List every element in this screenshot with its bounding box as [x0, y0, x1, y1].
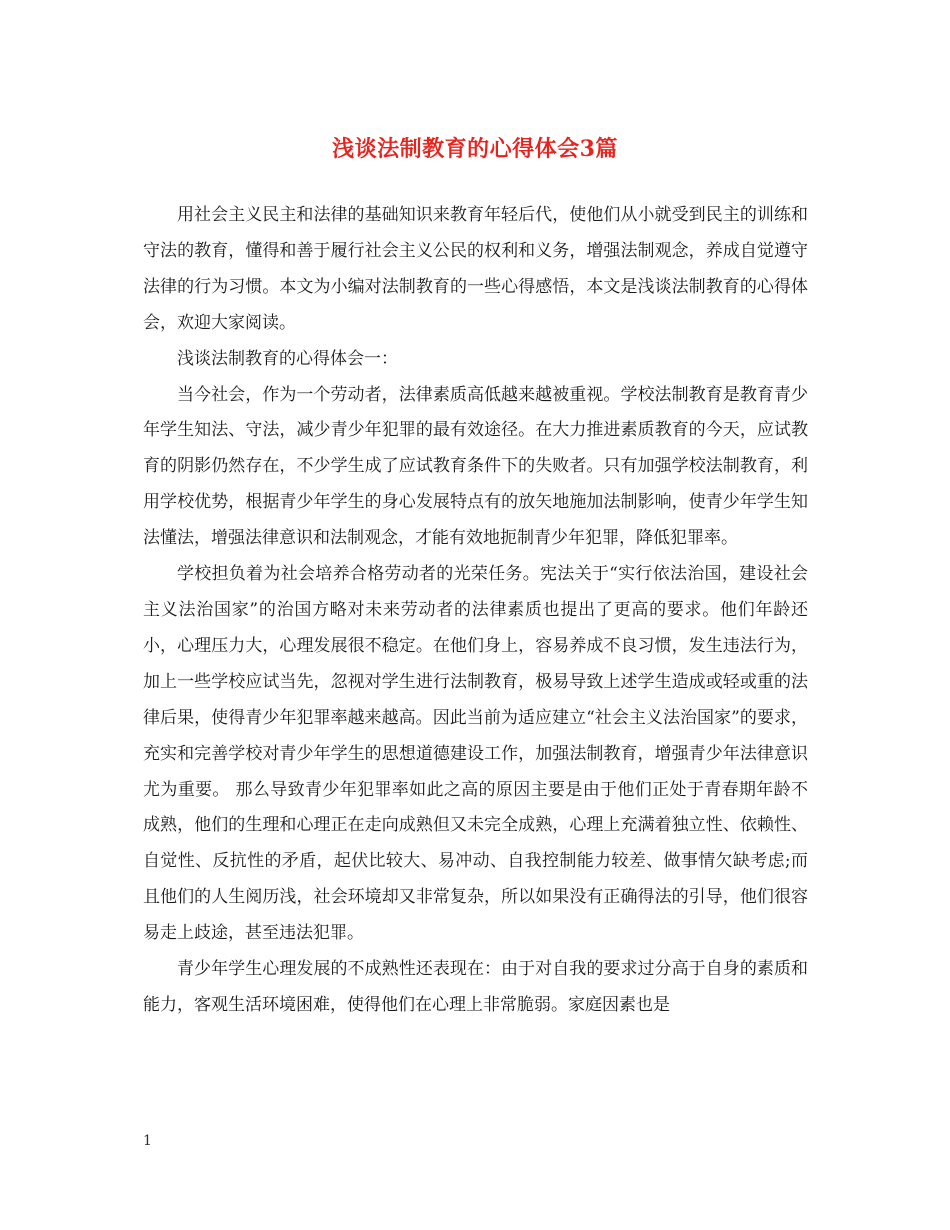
document-title: 浅谈法制教育的心得体会3篇	[332, 136, 618, 162]
paragraph-body-3: 青少年学生心理发展的不成熟性还表现在：由于对自我的要求过分高于自身的素质和能力，客观生活环境困难，使得他们在心理上非常脆弱。家庭因素也是	[143, 959, 808, 1015]
document-body	[143, 198, 808, 1024]
paragraph-body-1: 当今社会，作为一个劳动者，法律素质高低越来越被重视。学校法制教育是教育青少年学生知法、守法，减少青少年犯罪的最有效途径。在大力推进素质教育的今天，应试教育的阴影仍然存在，不少学生成了应试教育条件下的失败者。只有加强学校法制教育，利用学校优势，根据青少年学生的身心发展特点有的放矢地施加法制影响，使青少年学生知法懂法，增强法律意识和法制观念，才能有效地扼制青少年犯罪，降低犯罪率。	[143, 384, 808, 549]
paragraph-section-heading: 浅谈法制教育的心得体会一：	[177, 348, 398, 369]
paragraph-body-2: 学校担负着为社会培养合格劳动者的光荣任务。宪法关于“实行依法治国，建设社会主义法治国家”的治国方略对未来劳动者的法律素质也提出了更高的要求。他们年龄还小，心理压力大，心理发展很不稳定。在他们身上，容易养成不良习惯，发生违法行为，加上一些学校应试当先，忽视对学生进行法制教育，极易导致上述学生造成或轻或重的法律后果，使得青少年犯罪率越来越高。因此当前为适应建立“社会主义法治国家”的要求，充实和完善学校对青少年学生的思想道德建设工作，加强法制教育，增强青少年法律意识尤为重要。 那么导致青少年犯罪率如此之高的原因主要是由于他们正处于青春期年龄不成熟，他们的生理和心理正在走向成熟但又未完全成熟，心理上充满着独立性、依赖性、自觉性、反抗性的矛盾，起伏比较大、易冲动、自我控制能力较差、做事情欠缺考虑;而且他们的人生阅历浅，社会环境却又非常复杂，所以如果没有正确得法的引导，他们很容易走上歧途，甚至违法犯罪。	[143, 564, 808, 944]
page-number: 1	[143, 1133, 152, 1149]
paragraph-intro: 用社会主义民主和法律的基础知识来教育年轻后代，使他们从小就受到民主的训练和守法的教育，懂得和善于履行社会主义公民的权利和义务，增强法制观念，养成自觉遵守法律的行为习惯。本文为小编对法制教育的一些心得感悟，本文是浅谈法制教育的心得体会，欢迎大家阅读。	[143, 205, 808, 333]
